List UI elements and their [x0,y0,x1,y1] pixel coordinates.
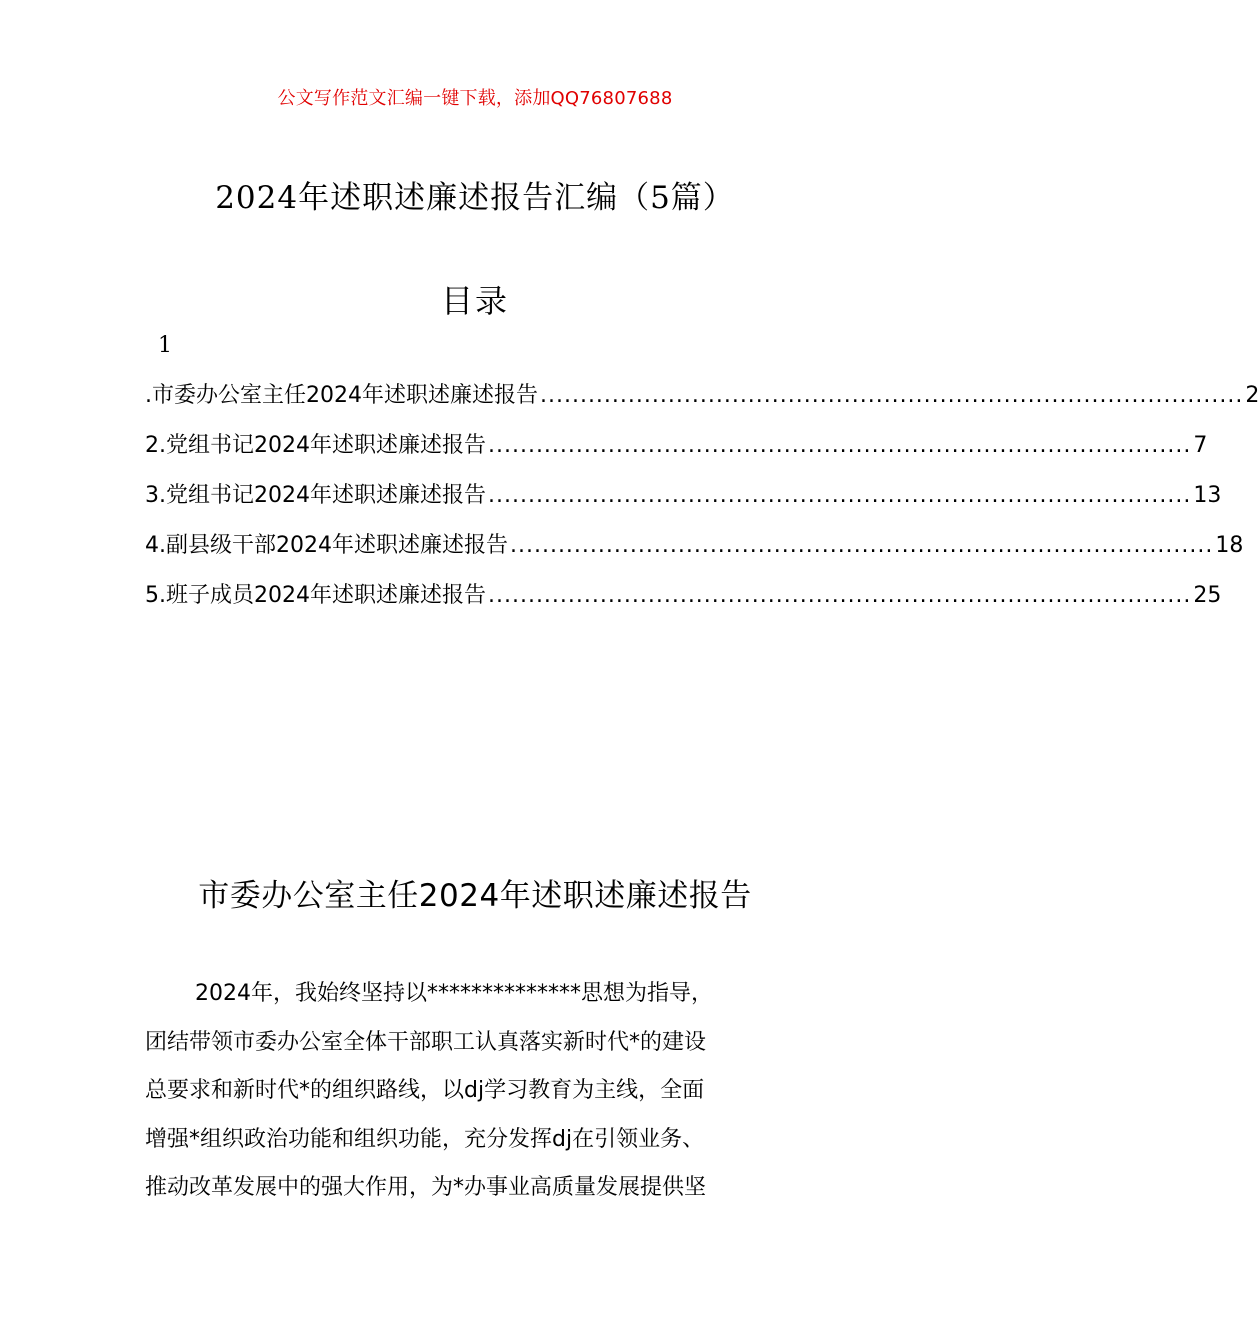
toc-entry-3[interactable] [145,476,1222,526]
toc-leader-dots: ........................................................................................ [539,383,1244,408]
body-line: 增强*组织政治功能和组织功能，充分发挥dj在引领业务、 [145,1126,705,1152]
section-body [145,970,810,1213]
toc-leader-dots: ........................................................................................ [487,583,1192,608]
toc-entry-label: 3.党组书记2024年述职述廉述报告 [145,483,486,508]
toc-leader-dots: ........................................................................................ [509,533,1214,558]
toc-entry-2[interactable] [145,426,1208,476]
toc-page-number: 13 [1193,483,1222,508]
body-line: 团结带领市委办公室全体干部职工认真落实新时代*的建设 [145,1029,707,1055]
promo-banner: 公文写作范文汇编一键下载，添加QQ76807688 [277,88,673,109]
toc-entry-label: 2.党组书记2024年述职述廉述报告 [145,433,486,458]
toc-leader-dots: ........................................................................................ [487,433,1192,458]
toc-heading: 目录 [440,282,509,320]
body-line: 推动改革发展中的强大作用，为*办事业高质量发展提供坚 [145,1175,707,1200]
body-line: 2024年，我始终坚持以**************思想为指导， [195,981,713,1006]
toc-orphan-number: 1 [158,333,172,358]
toc-page-number: 18 [1215,533,1244,558]
toc-entry-label: .市委办公室主任2024年述职述廉述报告 [145,383,538,408]
body-line: 总要求和新时代*的组织路线，以dj学习教育为主线，全面 [145,1078,705,1103]
section-title: 市委办公室主任2024年述职述廉述报告 [198,878,752,914]
toc-entry-5[interactable] [145,576,1222,626]
toc-leader-dots: ........................................................................................ [487,483,1192,508]
table-of-contents [145,376,1259,626]
toc-page-number: 25 [1193,583,1222,608]
toc-page-number: 2 [1245,383,1259,408]
toc-entry-1[interactable] [145,376,1259,426]
document-title: 2024年述职述廉述报告汇编（5篇） [215,180,735,216]
toc-entry-label: 4.副县级干部2024年述职述廉述报告 [145,533,508,558]
toc-page-number: 7 [1193,433,1208,458]
toc-entry-4[interactable] [145,526,1244,576]
toc-entry-label: 5.班子成员2024年述职述廉述报告 [145,583,486,608]
